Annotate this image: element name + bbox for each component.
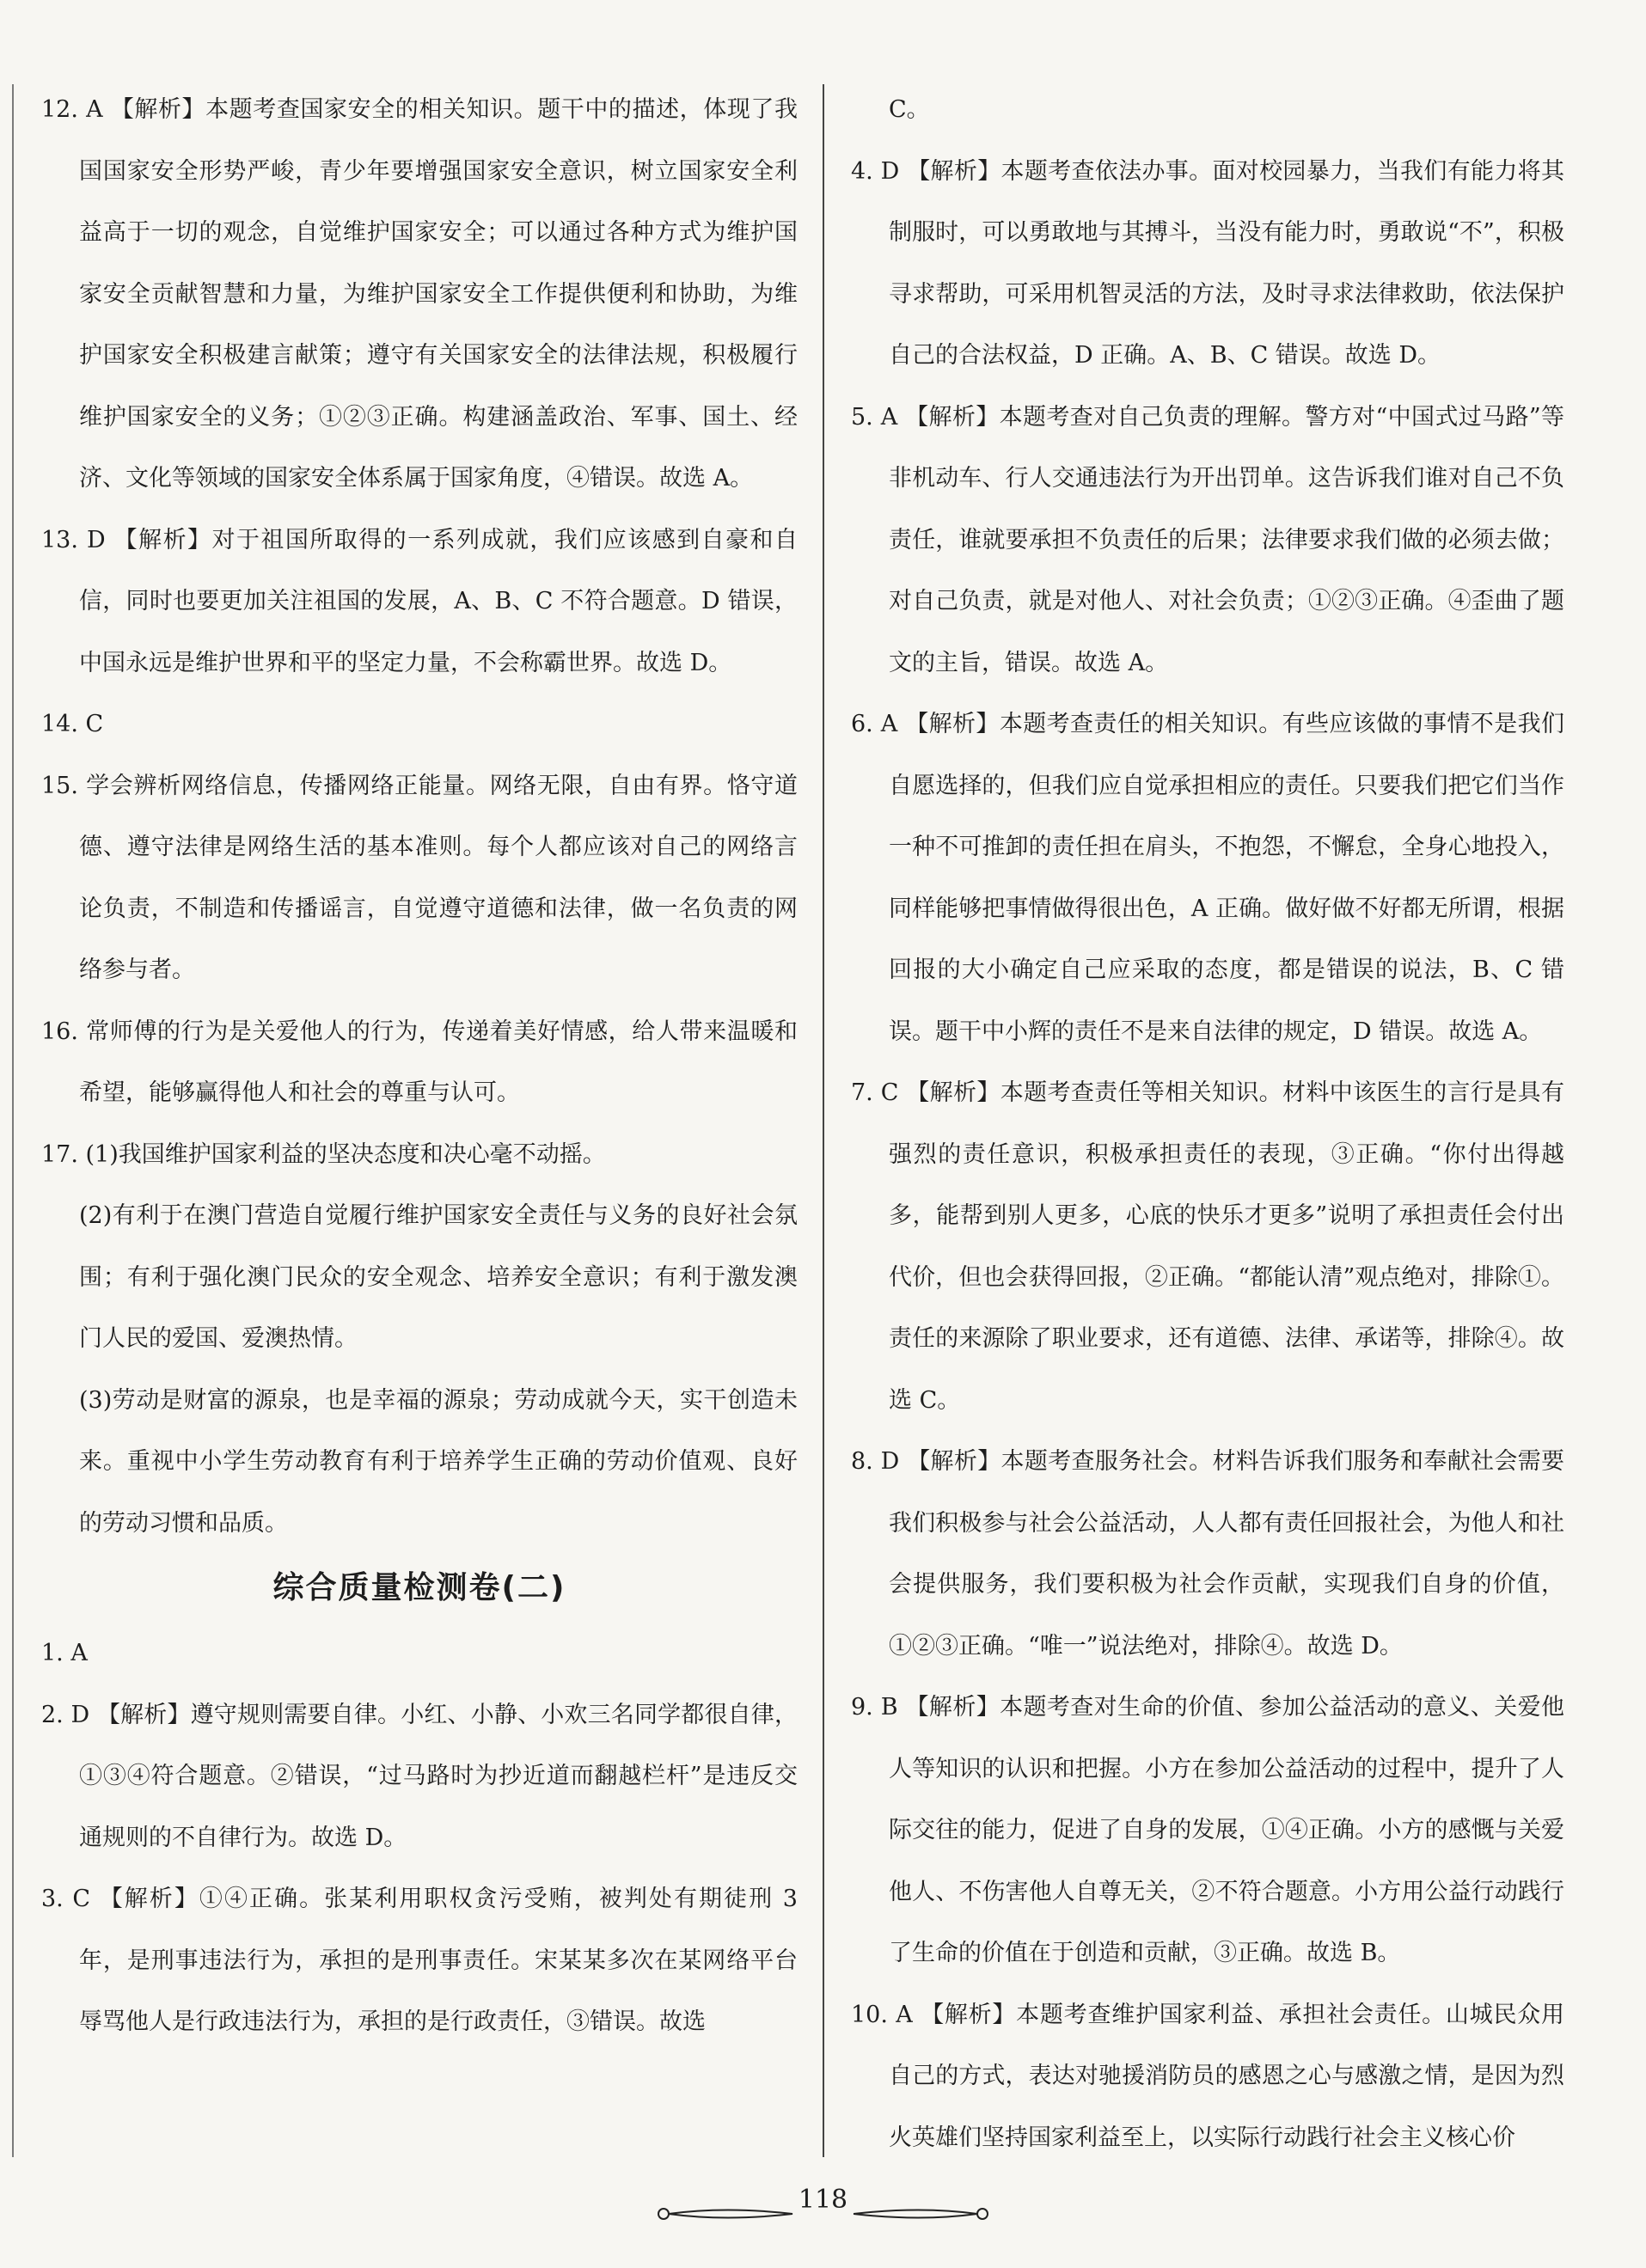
answer-17-part2: (2)有利于在澳门营造自觉履行维护国家安全责任与义务的良好社会氛围；有利于强化澳门民众的安全观念、培养安全意识；有利于激发澳门人民的爱国、爱澳热情。 <box>79 1202 798 1352</box>
column-divider <box>823 84 824 2157</box>
answer-7: 7. C 【解析】本题考查责任等相关知识。材料中该医生的言行是具有强烈的责任意识，积极承担责任的表现，③正确。“你付出得越多，能帮到别人更多，心底的快乐才更多”说明了承担责任会付出代价，但也会获得回报，②正确。“都能认清”观点绝对，排除①。责任的来源除了职业要求，还有道德、法律、承诺等，排除④。故选 C。 <box>851 1079 1564 1414</box>
page-footer <box>0 2185 1646 2225</box>
answer-15: 15. 学会辨析网络信息，传播网络正能量。网络无限，自由有界。恪守道德、遵守法律是网络生活的基本准则。每个人都应该对自己的网络言论负责，不制造和传播谣言，自觉遵守道德和法律，做一名负责的网络参与者。 <box>41 772 798 983</box>
right-column <box>851 79 1564 2168</box>
page-number: 118 <box>798 2185 848 2215</box>
answer-9: 9. B 【解析】本题考查对生命的价值、参加公益活动的意义、关爱他人等知识的认识和把握。小方在参加公益活动的过程中，提升了人际交往的能力，促进了自身的发展，①④正确。小方的感慨与关爱他人、不伤害他人自尊无关，②不符合题意。小方用公益行动践行了生命的价值在于创造和贡献，③正确。故选 B。 <box>851 1694 1564 1966</box>
answer-8: 8. D 【解析】本题考查服务社会。材料告诉我们服务和奉献社会需要我们积极参与社会公益活动，人人都有责任回报社会，为他人和社会提供服务，我们要积极为社会作贡献，实现我们自身的价值，①②③正确。“唯一”说法绝对，排除④。故选 D。 <box>851 1448 1564 1660</box>
answer-5: 5. A 【解析】本题考查对自己负责的理解。警方对“中国式过马路”等非机动车、行人交通违法行为开出罚单。这告诉我们谁对自己不负责任，谁就要承担不负责任的后果；法律要求我们做的必须去做；对自己负责，就是对他人、对社会负责；①②③正确。④歪曲了题文的主旨，错误。故选 A。 <box>851 403 1564 676</box>
answer-3-continuation: C。 <box>889 96 930 123</box>
left-margin-rule <box>12 84 14 2157</box>
section2-answer-2: 2. D 【解析】遵守规则需要自律。小红、小静、小欢三名同学都很自律，①③④符合题意。②错误，“过马路时为抄近道而翻越栏杆”是违反交通规则的不自律行为。故选 D。 <box>41 1701 798 1851</box>
answer-13: 13. D 【解析】对于祖国所取得的一系列成就，我们应该感到自豪和自信，同时也要更加关注祖国的发展，A、B、C 不符合题意。D 错误，中国永远是维护世界和平的坚定力量，不会称霸世界。故选 D。 <box>41 526 798 676</box>
answer-17-part3: (3)劳动是财富的源泉，也是幸福的源泉；劳动成就今天，实干创造未来。重视中小学生劳动教育有利于培养学生正确的劳动价值观、良好的劳动习惯和品质。 <box>79 1386 798 1537</box>
section2-answer-1: 1. A <box>41 1640 88 1666</box>
left-column <box>41 79 798 2053</box>
answer-4: 4. D 【解析】本题考查依法办事。面对校园暴力，当我们有能力将其制服时，可以勇敢地与其搏斗，当没有能力时，勇敢说“不”，积极寻求帮助，可采用机智灵活的方法，及时寻求法律救助，依法保护自己的合法权益，D 正确。A、B、C 错误。故选 D。 <box>851 157 1564 369</box>
right-ornament-icon <box>852 2206 989 2223</box>
left-ornament-icon <box>657 2206 794 2223</box>
answer-12: 12. A 【解析】本题考查国家安全的相关知识。题干中的描述，体现了我国国家安全形势严峻，青少年要增强国家安全意识，树立国家安全利益高于一切的观念，自觉维护国家安全；可以通过各种方式为维护国家安全贡献智慧和力量，为维护国家安全工作提供便利和协助，为维护国家安全积极建言献策；遵守有关国家安全的法律法规，积极履行维护国家安全的义务；①②③正确。构建涵盖政治、军事、国土、经济、文化等领域的国家安全体系属于国家角度，④错误。故选 A。 <box>41 96 798 492</box>
answer-14: 14. C <box>41 711 104 737</box>
section-title: 综合质量检测卷(二) <box>272 1570 566 1605</box>
answer-6: 6. A 【解析】本题考查责任的相关知识。有些应该做的事情不是我们自愿选择的，但我们应自觉承担相应的责任。只要我们把它们当作一种不可推卸的责任担在肩头，不抱怨，不懈怠，全身心地投入，同样能够把事情做得很出色，A 正确。做好做不好都无所谓，根据回报的大小确定自己应采取的态度，都是错误的说法，B、C 错误。题干中小辉的责任不是来自法律的规定，D 错误。故选 A。 <box>851 711 1564 1045</box>
answer-16: 16. 常师傅的行为是关爱他人的行为，传递着美好情感，给人带来温暖和希望，能够赢得他人和社会的尊重与认可。 <box>41 1018 798 1106</box>
answer-17-part1: 17. (1)我国维护国家利益的坚决态度和决心毫不动摇。 <box>41 1140 606 1168</box>
section2-answer-3: 3. C 【解析】①④正确。张某利用职权贪污受贿，被判处有期徒刑 3 年，是刑事违法行为，承担的是刑事责任。宋某某多次在某网络平台辱骂他人是行政违法行为，承担的是行政责任，③错误。故选 <box>41 1886 798 2035</box>
answer-10: 10. A 【解析】本题考查维护国家利益、承担社会责任。山城民众用自己的方式，表达对驰援消防员的感恩之心与感激之情，是因为烈火英雄们坚持国家利益至上，以实际行动践行社会主义核心价 <box>851 2001 1564 2151</box>
